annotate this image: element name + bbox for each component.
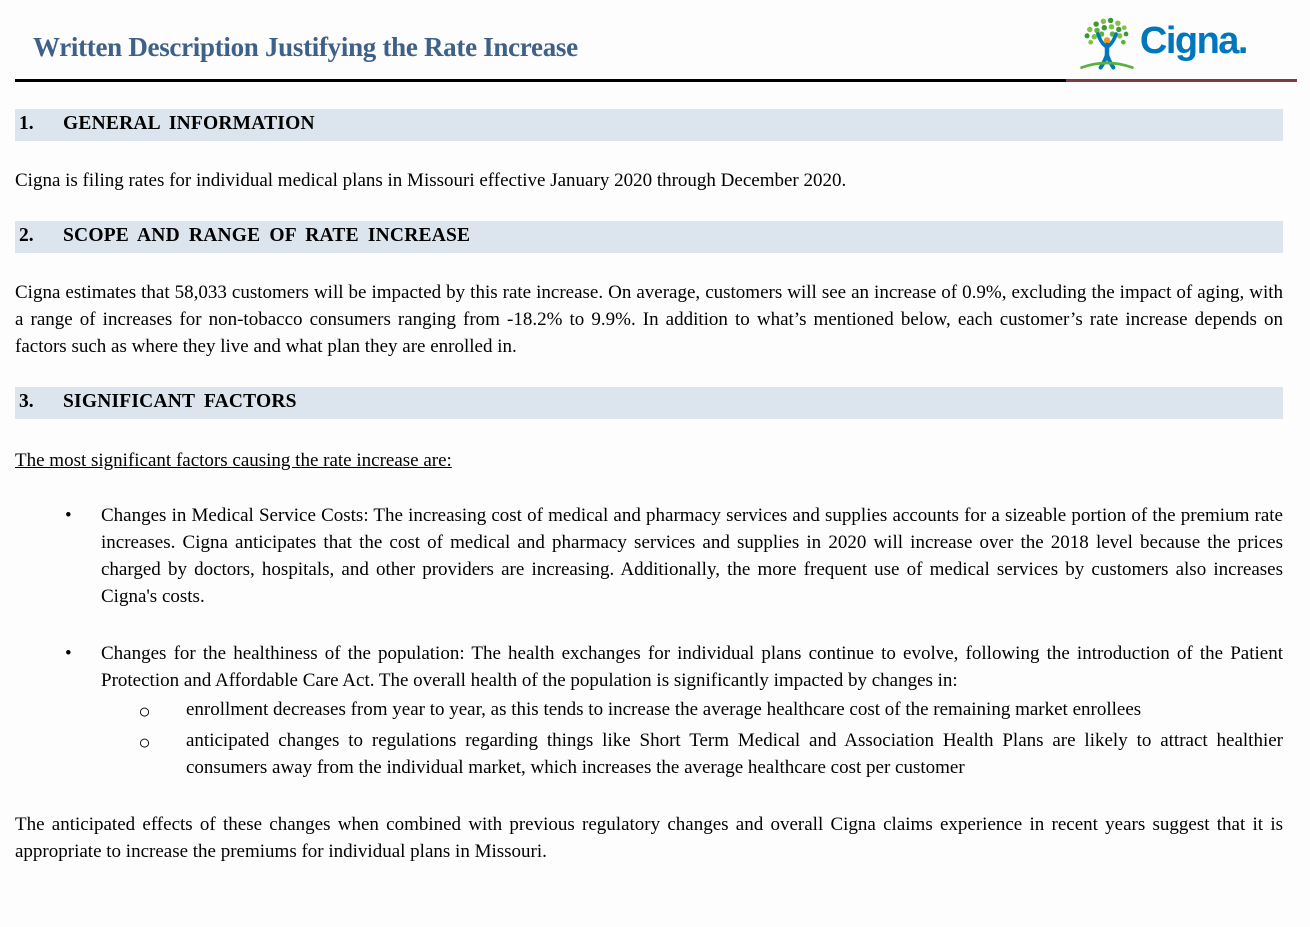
- paragraph-scope: Cigna estimates that 58,033 customers will be impacted by this rate increase. On average, customers will see an increase of 0.9%, excluding the impact of aging, with a range of increases for non-tobacco consumers ranging from -18.2% to 9.9%. In addition to what’s mentioned below, each customer’s rate increase depends on factors such as where they live and what plan they are enrolled in.: [15, 282, 1283, 357]
- section-bar-significant-factors: [15, 387, 1283, 419]
- factors-bullet-list: [15, 502, 1283, 781]
- page-title: Written Description Justifying the Rate Increase: [33, 32, 578, 62]
- section-bar-general-information: [15, 109, 1283, 141]
- circle-bullet-icon: ○: [140, 733, 150, 751]
- bullet-text: Changes in Medical Service Costs: The increasing cost of medical and pharmacy services and supplies accounts for a sizeable portion of the premium rate increases. Cigna anticipates that the cost of medical and pharmacy services and supplies in 2020 will increase over the 2018 level because the prices charged by doctors, hospitals, and other providers are increasing. Additionally, the more frequent use of medical services by customers also increases Cigna's costs.: [101, 505, 1283, 607]
- section-heading: SCOPE AND RANGE OF RATE INCREASE: [63, 225, 471, 246]
- section-heading: GENERAL INFORMATION: [63, 113, 315, 134]
- cigna-logo: [1078, 14, 1247, 74]
- circle-bullet-icon: ○: [140, 702, 150, 720]
- sub-bullet-enrollment-decreases: [140, 696, 1283, 725]
- sub-bullet-text: anticipated changes to regulations regarding things like Short Term Medical and Association Health Plans are likely to attract healthier consumers away from the individual market, which increases the average healthcare cost per customer: [186, 730, 1283, 778]
- paragraph-general-information: Cigna is filing rates for individual medical plans in Missouri effective January 2020 through December 2020.: [15, 170, 847, 191]
- section-number: 1.: [19, 113, 34, 134]
- cigna-logo-wordmark: Cigna.: [1139, 20, 1247, 62]
- section-bar-scope-and-range: [15, 221, 1283, 253]
- factors-intro-line: [15, 447, 1283, 474]
- bullet-text: Changes for the healthiness of the population: The health exchanges for individual plans continue to evolve, following the introduction of the Patient Protection and Affordable Care Act. The overall health of the population is significantly impacted by changes in:: [101, 643, 1283, 691]
- section-number: 3.: [19, 391, 34, 412]
- paragraph-closing: The anticipated effects of these changes when combined with previous regulatory changes and overall Cigna claims experience in recent years suggest that it is appropriate to increase the premiums for individual plans in Missouri.: [15, 814, 1283, 862]
- header-divider-rule: [15, 79, 1297, 82]
- bullet-dot-icon: •: [65, 505, 72, 526]
- bullet-population-healthiness: [65, 640, 1283, 694]
- cigna-tree-of-life-icon: [1078, 14, 1136, 74]
- bullet-medical-service-costs: [65, 502, 1283, 610]
- sub-bullet-regulation-changes: [140, 727, 1283, 781]
- section-number: 2.: [19, 225, 34, 246]
- document-header: [15, 0, 1283, 74]
- section-heading: SIGNIFICANT FACTORS: [63, 391, 297, 412]
- sub-bullet-text: enrollment decreases from year to year, as this tends to increase the average healthcare cost of the remaining market enrollees: [186, 699, 1142, 720]
- factors-intro-text: The most significant factors causing the rate increase are:: [15, 450, 452, 471]
- bullet-dot-icon: •: [65, 643, 72, 664]
